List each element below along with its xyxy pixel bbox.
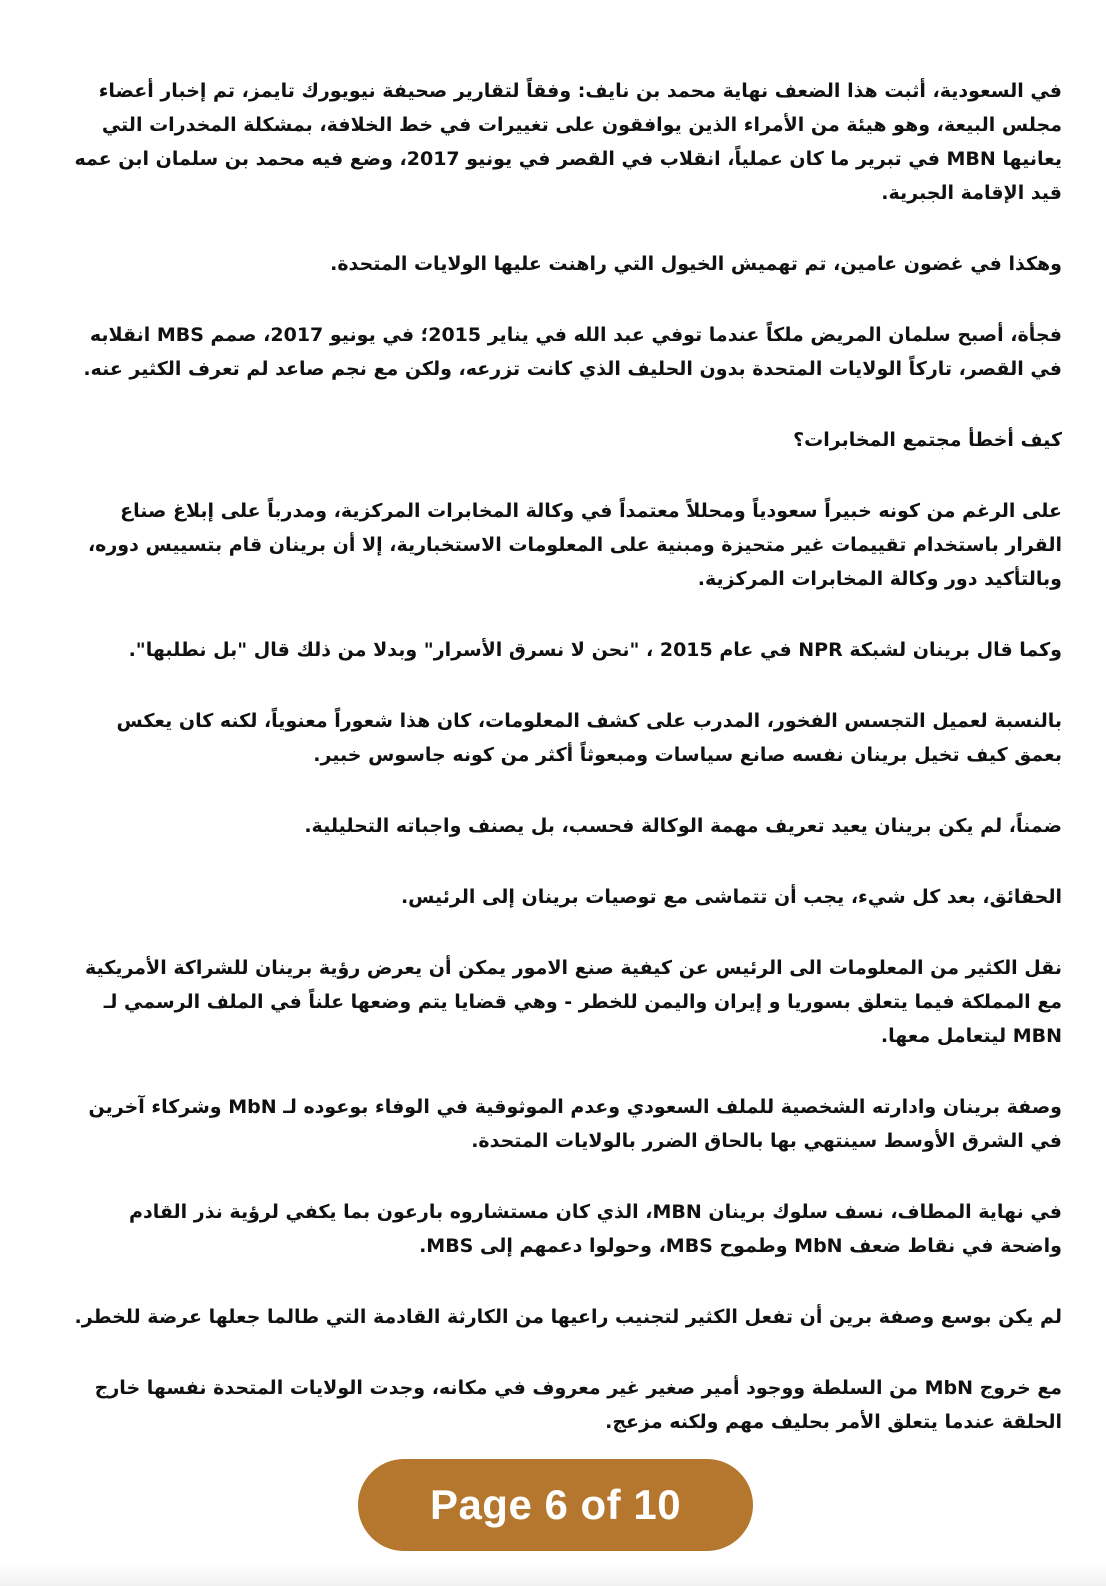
paragraph-12: في نهاية المطاف، نسف سلوك برينان MBN، الذي كان مستشاروه بارعون بما يكفي لرؤية نذر القادم واضحة في نقاط ضعف MbN وطموح MBS، وحولوا دعمهم إلى MBS. [129, 1201, 1062, 1257]
paragraph-1: في السعودية، أثبت هذا الضعف نهاية محمد بن نايف: وفقاً لتقارير صحيفة نيويورك تايمز، تم إخبار أعضاء مجلس البيعة، وهو هيئة من الأمراء الذين يوافقون على تغييرات في خط الخلافة، بمشكلة المخدرات التي يعانيها MBN في تبرير ما كان عملياً، انقلاب في القصر في يونيو 2017، وضع فيه محمد بن سلمان ابن عمه قيد الإقامة الجبرية. [74, 80, 1062, 204]
paragraph-6: وكما قال برينان لشبكة NPR في عام 2015 ، "نحن لا نسرق الأسرار" وبدلا من ذلك قال "بل نطلبها". [128, 639, 1062, 661]
paragraph-2: وهكذا في غضون عامين، تم تهميش الخيول التي راهنت عليها الولايات المتحدة. [330, 253, 1062, 275]
paragraph-10: نقل الكثير من المعلومات الى الرئيس عن كيفية صنع الامور يمكن أن يعرض رؤية برينان للشراكة الأمريكية مع المملكة فيما يتعلق بسوريا و إيران واليمن للخطر - وهي قضايا يتم وضعها علناً في الملف الرسمي لـ MBN ليتعامل معها. [85, 957, 1062, 1047]
paragraph-8: ضمناً، لم يكن برينان يعيد تعريف مهمة الوكالة فحسب، بل يصنف واجباته التحليلية. [304, 815, 1062, 837]
page-indicator-label: Page 6 of 10 [429, 1481, 682, 1528]
paragraph-14: مع خروج MbN من السلطة ووجود أمير صغير غير معروف في مكانه، وجدت الولايات المتحدة نفسها خارج الحلقة عندما يتعلق الأمر بحليف مهم ولكنه مزعج. [94, 1377, 1062, 1433]
section-heading: كيف أخطأ مجتمع المخابرات؟ [793, 429, 1062, 451]
paragraph-3: فجأة، أصبح سلمان المريض ملكاً عندما توفي عبد الله في يناير 2015؛ في يونيو 2017، صمم MBS انقلابه في القصر، تاركاً الولايات المتحدة بدون الحليف الذي كانت تزرعه، ولكن مع نجم صاعد لم تعرف الكثير عنه. [83, 324, 1062, 380]
paragraph-5: على الرغم من كونه خبيراً سعودياً ومحللاً معتمداً في وكالة المخابرات المركزية، ومدرباً على إبلاغ صناع القرار باستخدام تقييمات غير متحيزة ومبنية على المعلومات الاستخبارية، إلا أن برينان قام بتسييس دوره، وبالتأكيد دور وكالة المخابرات المركزية. [87, 500, 1062, 590]
paragraph-9: الحقائق، بعد كل شيء، يجب أن تتماشى مع توصيات برينان إلى الرئيس. [400, 886, 1062, 908]
page-bottom-edge [0, 1562, 1106, 1586]
paragraph-7: بالنسبة لعميل التجسس الفخور، المدرب على كشف المعلومات، كان هذا شعوراً معنوياً، لكنه كان يعكس بعمق كيف تخيل برينان نفسه صانع سياسات ومبعوثاً أكثر من كونه جاسوس خبير. [116, 710, 1062, 766]
document-body [68, 74, 1062, 1476]
paragraph-11: وصفة برينان وادارته الشخصية للملف السعودي وعدم الموثوقية في الوفاء بوعوده لـ MbN وشركاء آخرين في الشرق الأوسط سينتهي بها بالحاق الضرر بالولايات المتحدة. [88, 1096, 1062, 1152]
page-indicator-badge [358, 1459, 753, 1551]
paragraph-13: لم يكن بوسع وصفة برين أن تفعل الكثير لتجنيب راعيها من الكارثة القادمة التي طالما جعلها عرضة للخطر. [74, 1306, 1062, 1328]
